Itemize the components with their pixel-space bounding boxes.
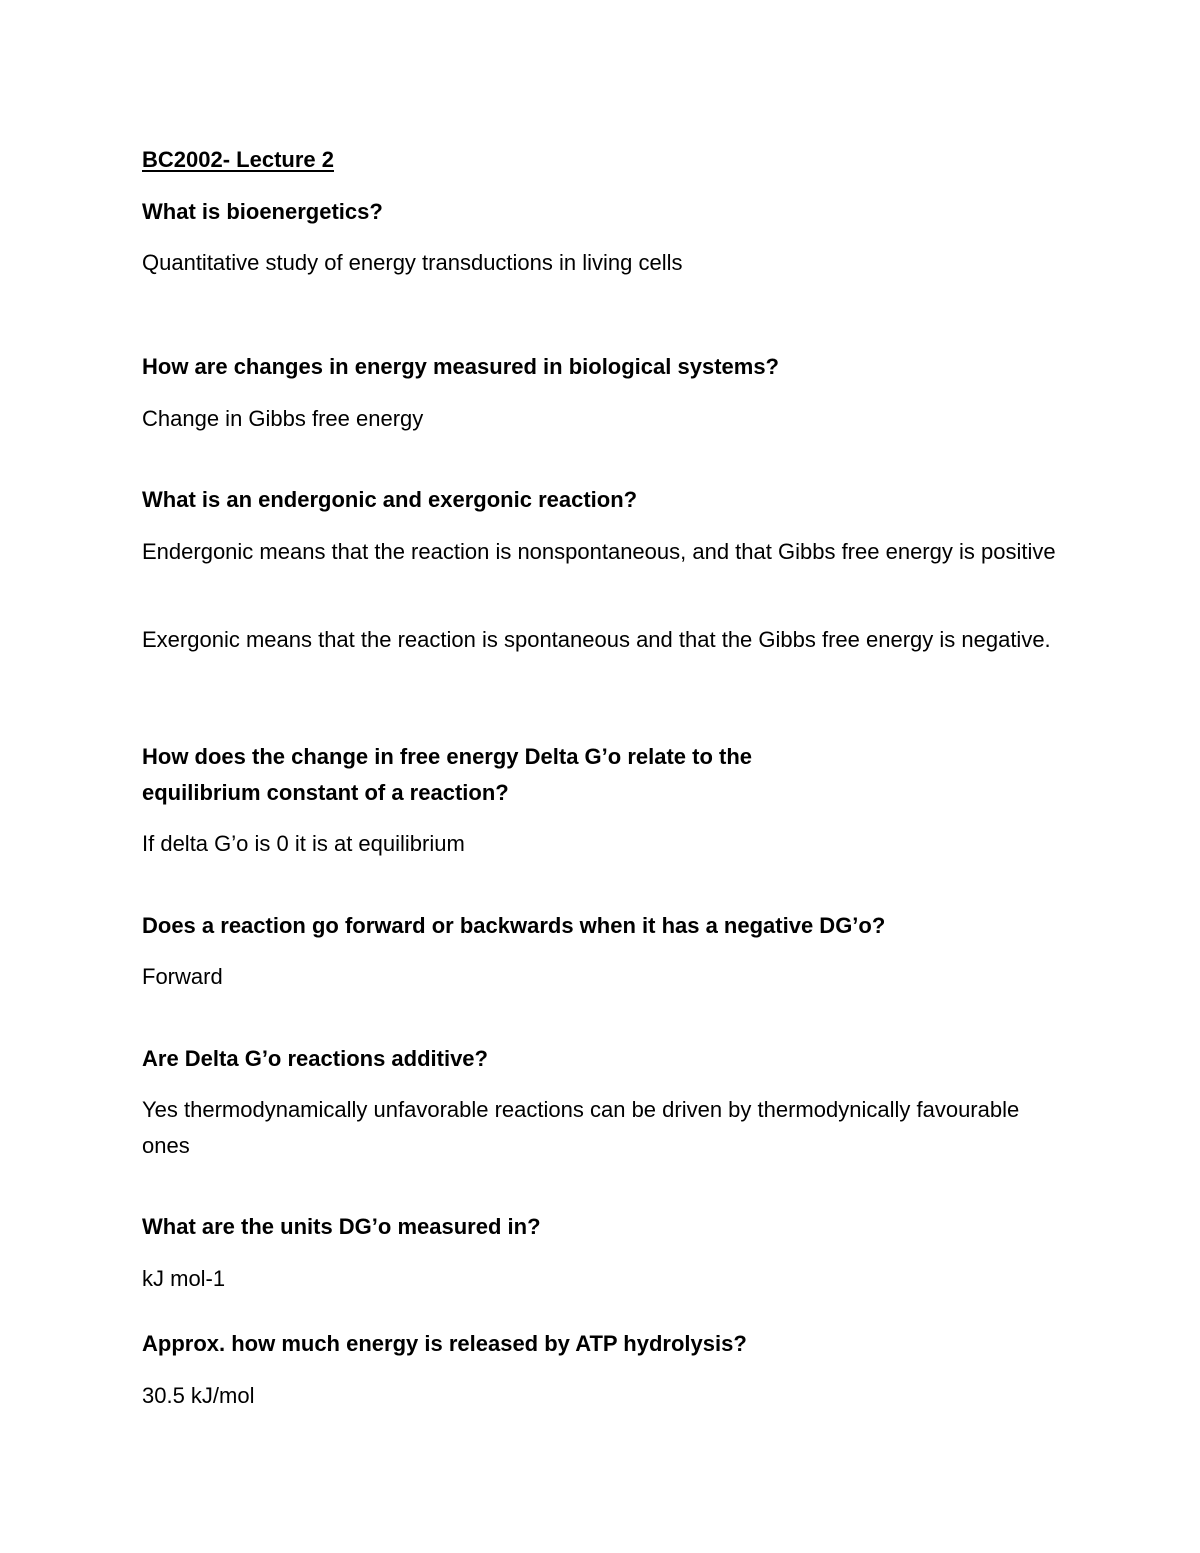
question-endergonic-exergonic: What is an endergonic and exergonic reaction? bbox=[142, 487, 638, 512]
answer-reaction-direction: Forward bbox=[142, 964, 223, 989]
question-atp-hydrolysis: Approx. how much energy is released by ATP hydrolysis? bbox=[142, 1331, 747, 1356]
answer-endergonic: Endergonic means that the reaction is nonspontaneous, and that Gibbs free energy is positive bbox=[142, 539, 1056, 564]
question-delta-g-line-1: How does the change in free energy Delta G’o relate to the bbox=[142, 744, 753, 769]
answer-bioenergetics: Quantitative study of energy transductions in living cells bbox=[142, 250, 683, 275]
document-title: BC2002- Lecture 2 bbox=[142, 147, 334, 172]
question-units: What are the units DG’o measured in? bbox=[142, 1214, 541, 1239]
answer-energy-measurement: Change in Gibbs free energy bbox=[142, 406, 424, 431]
answer-additive: Yes thermodynamically unfavorable reactions can be driven by thermodynically favourable ones bbox=[142, 1097, 1020, 1158]
answer-units: kJ mol-1 bbox=[142, 1266, 226, 1291]
answer-atp-hydrolysis: 30.5 kJ/mol bbox=[142, 1383, 255, 1408]
question-bioenergetics: What is bioenergetics? bbox=[142, 199, 383, 224]
question-reaction-direction: Does a reaction go forward or backwards when it has a negative DG’o? bbox=[142, 913, 886, 938]
question-additive: Are Delta G’o reactions additive? bbox=[142, 1046, 488, 1071]
question-delta-g-line-2: equilibrium constant of a reaction? bbox=[142, 780, 509, 805]
question-energy-measurement: How are changes in energy measured in biological systems? bbox=[142, 354, 779, 379]
answer-exergonic: Exergonic means that the reaction is spontaneous and that the Gibbs free energy is negative. bbox=[142, 627, 1051, 652]
answer-delta-g: If delta G’o is 0 it is at equilibrium bbox=[142, 831, 465, 856]
